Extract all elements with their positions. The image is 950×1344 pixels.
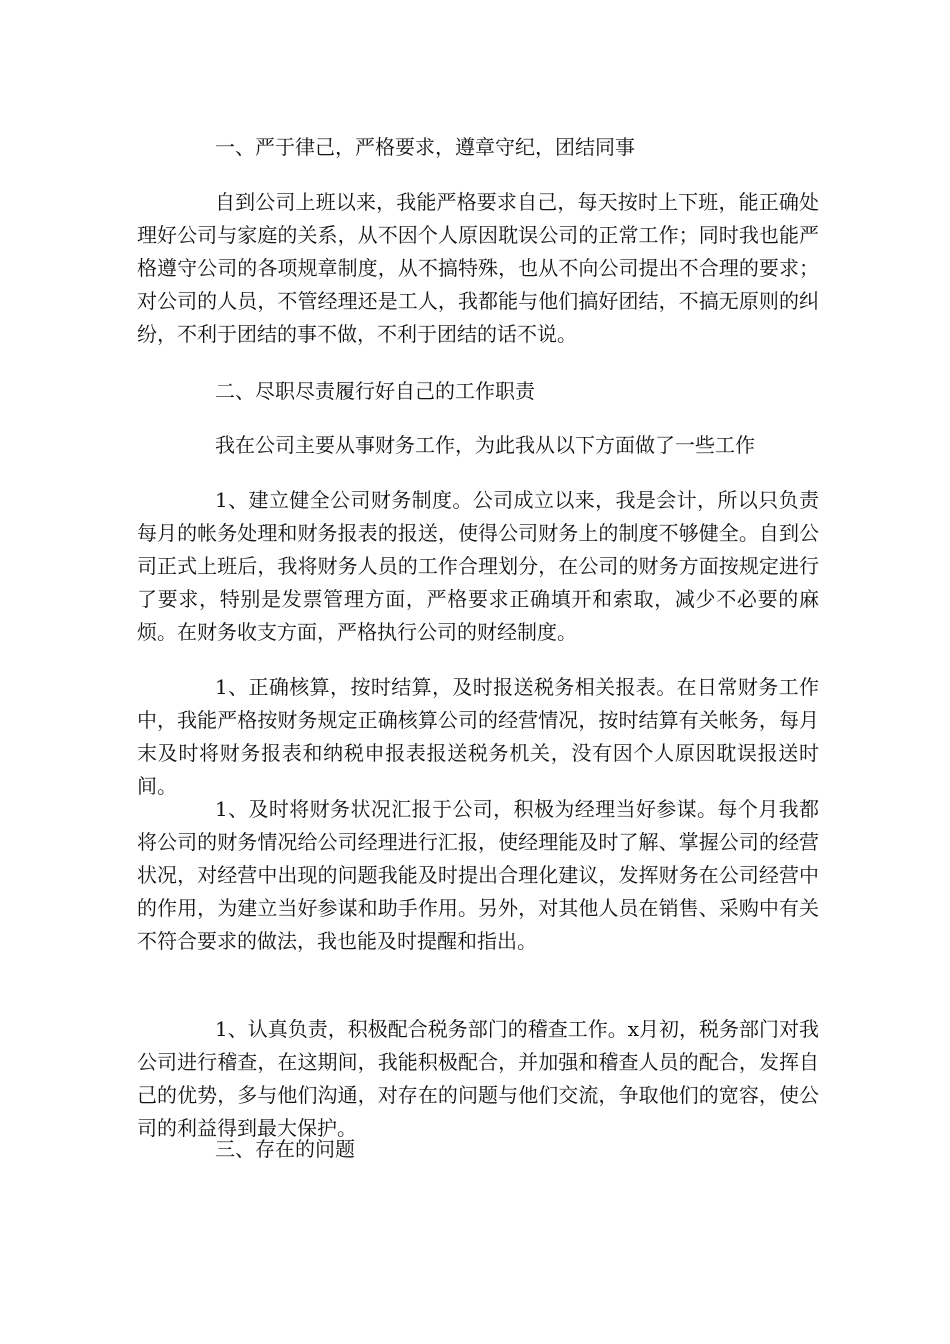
section-heading-3: 三、存在的问题 — [215, 1137, 355, 1161]
section-heading-1: 一、严于律己，严格要求，遵章守纪，团结同事 — [215, 135, 635, 159]
section-heading-2: 二、尽职尽责履行好自己的工作职责 — [215, 379, 535, 403]
paragraph-discipline: 自到公司上班以来，我能严格要求自己，每天按时上下班，能正确处理好公司与家庭的关系，从不因个人原因耽误公司的正常工作；同时我也能严格遵守公司的各项规章制度，从不搞特殊，也从不向公司提出不合理的要求；对公司的人员，不管经理还是工人，我都能与他们搞好团结，不搞无原则的纠纷，不利于团结的事不做，不利于团结的话不说。 — [137, 190, 819, 346]
paragraph-item-finance-system: 1、建立健全公司财务制度。公司成立以来，我是会计，所以只负责每月的帐务处理和财务报表的报送，使得公司财务上的制度不够健全。自到公司正式上班后，我将财务人员的工作合理划分，在公司的财务方面按规定进行了要求，特别是发票管理方面，严格要求正确填开和索取，减少不必要的麻烦。在财务收支方面，严格执行公司的财经制度。 — [137, 488, 819, 644]
paragraph-intro: 我在公司主要从事财务工作，为此我从以下方面做了一些工作 — [215, 433, 755, 457]
paragraph-item-accounting: 1、正确核算，按时结算，及时报送税务相关报表。在日常财务工作中，我能严格按财务规定正确核算公司的经营情况，按时结算有关帐务，每月末及时将财务报表和纳税申报表报送税务机关，没有因个人原因耽误报送时间。 — [137, 675, 819, 798]
paragraph-item-reporting: 1、及时将财务状况汇报于公司，积极为经理当好参谋。每个月我都将公司的财务情况给公司经理进行汇报，使经理能及时了解、掌握公司的经营状况，对经营中出现的问题我能及时提出合理化建议，发挥财务在公司经营中的作用，为建立当好参谋和助手作用。另外，对其他人员在销售、采购中有关不符合要求的做法，我也能及时提醒和指出。 — [137, 797, 819, 953]
paragraph-item-tax-audit: 1、认真负责，积极配合税务部门的稽查工作。x月初，税务部门对我公司进行稽查，在这期间，我能积极配合，并加强和稽查人员的配合，发挥自己的优势，多与他们沟通，对存在的问题与他们交流，争取他们的宽容，使公司的利益得到最大保护。 — [137, 1017, 820, 1140]
